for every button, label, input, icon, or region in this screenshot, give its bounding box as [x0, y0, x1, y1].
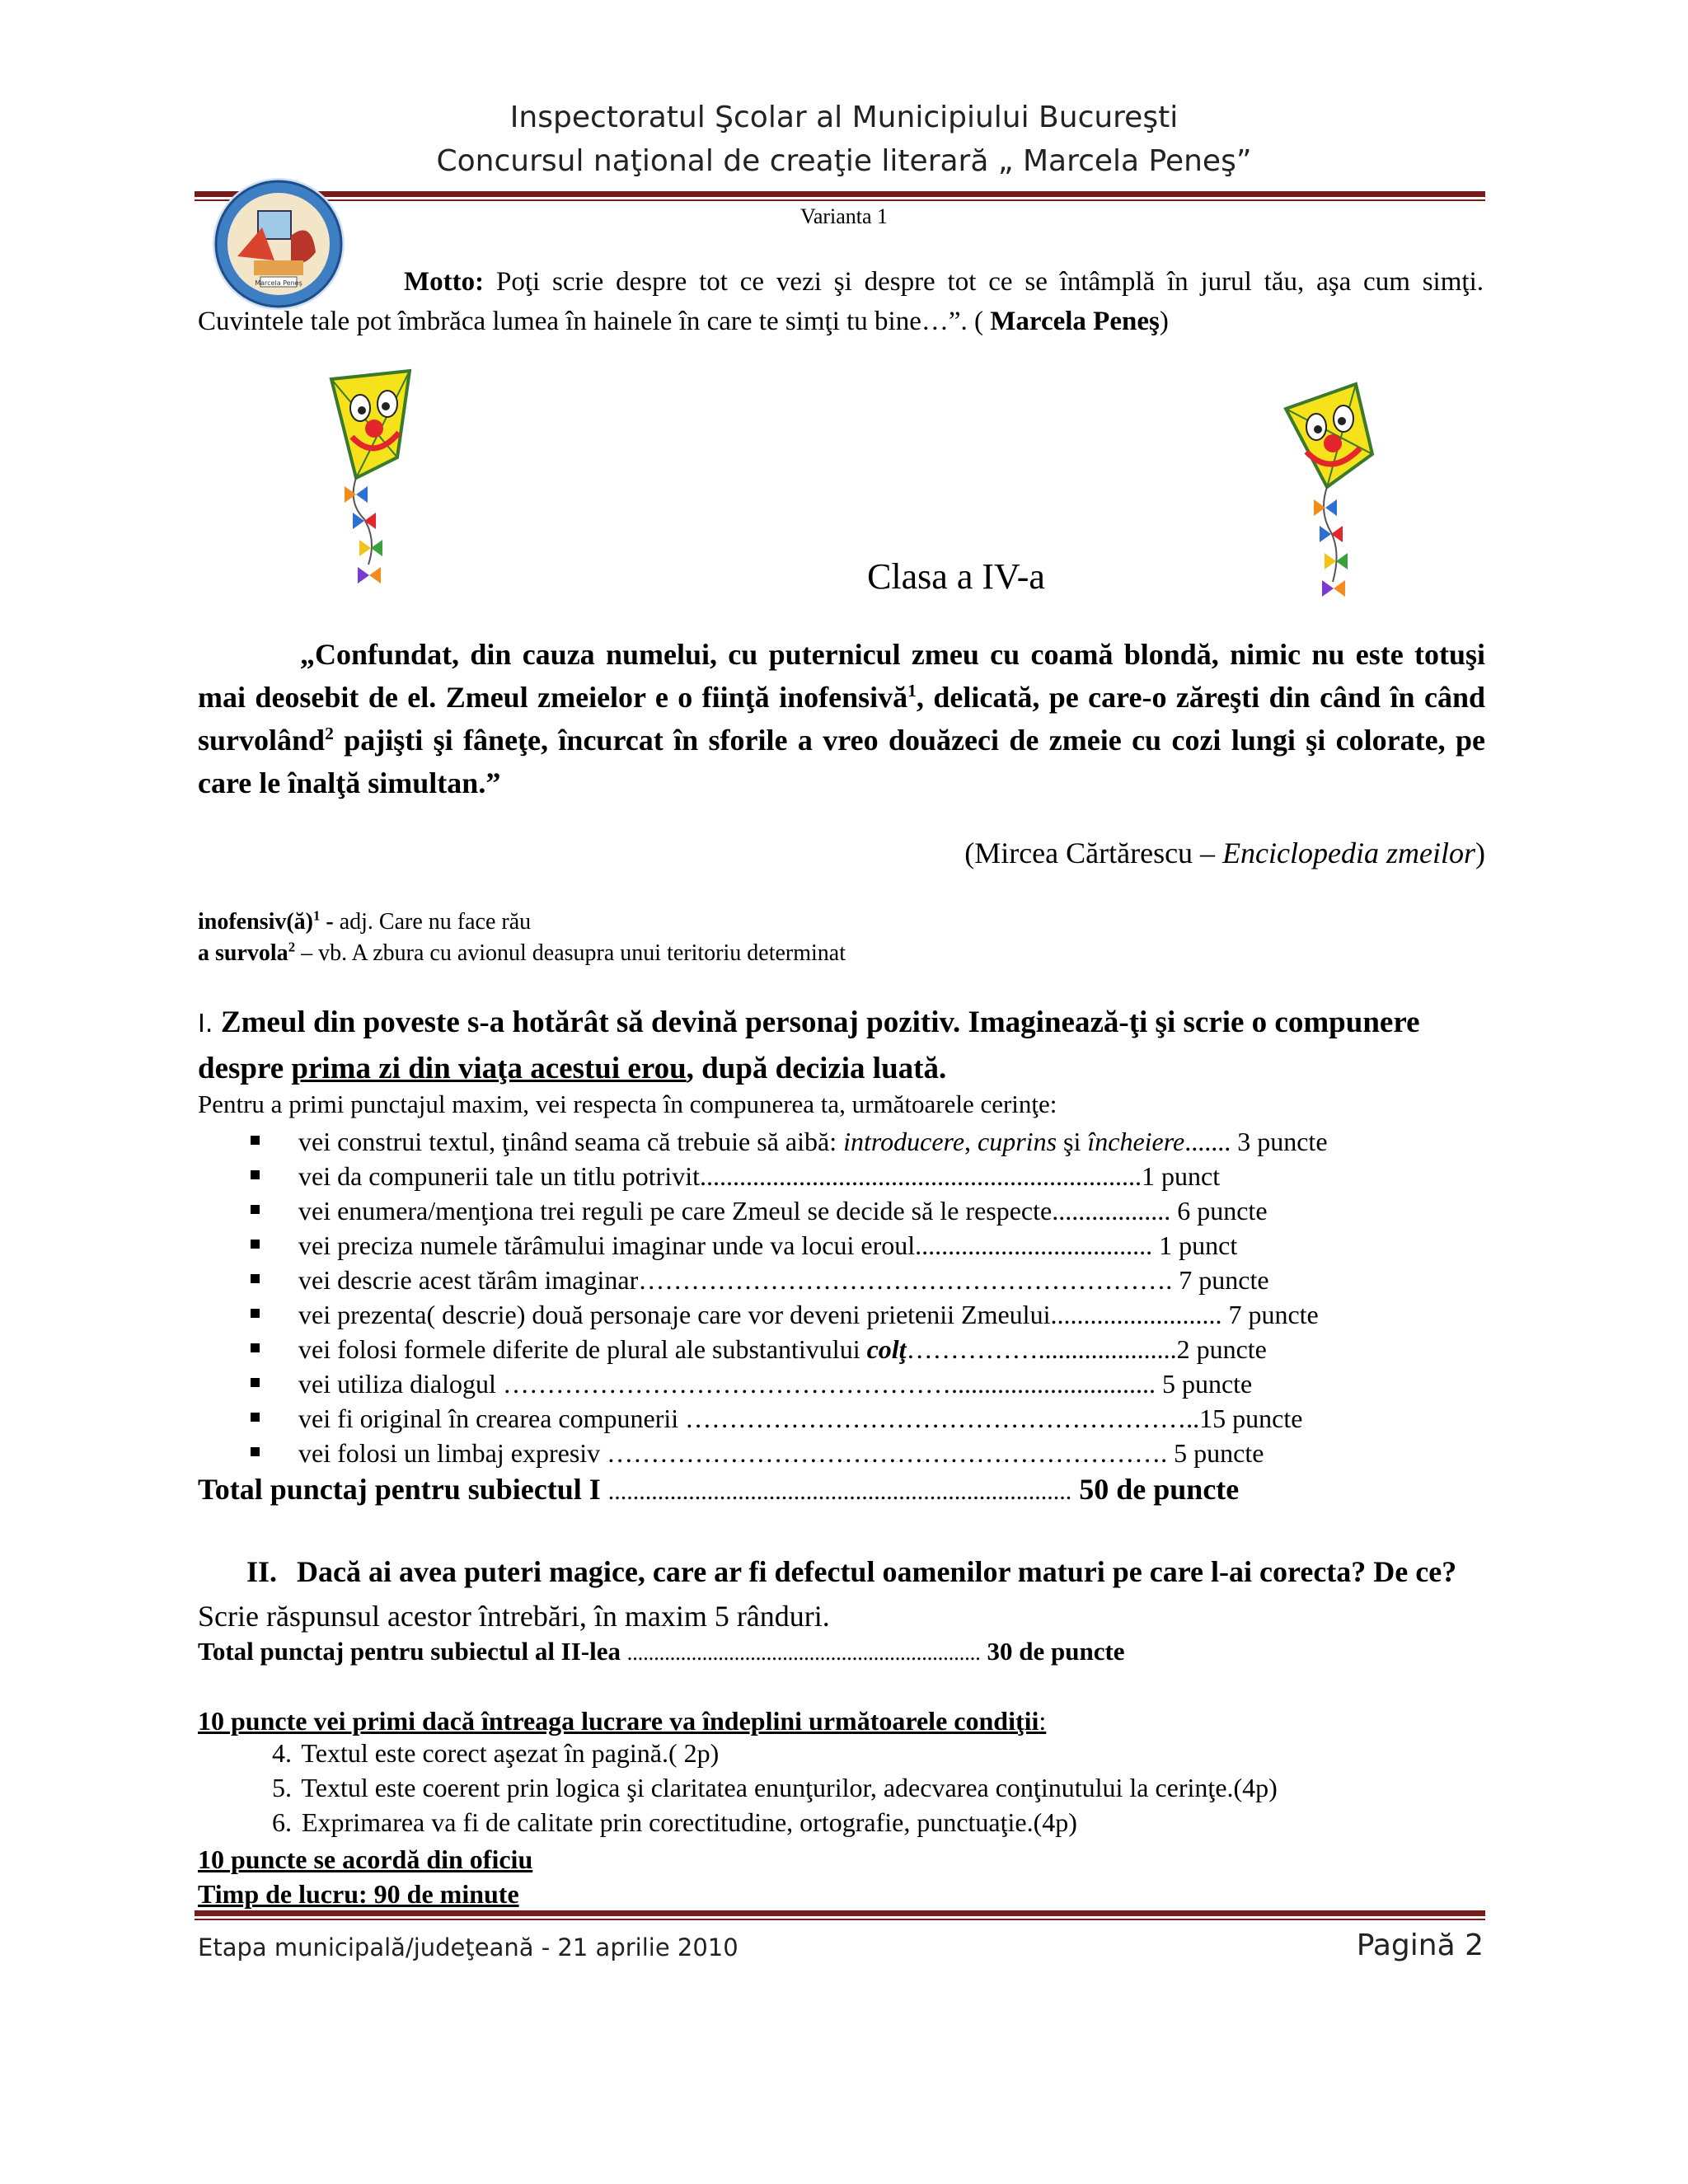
total-dots: ..................................................................: [626, 1641, 981, 1665]
motto-author: Marcela Peneş: [990, 307, 1160, 336]
list-item: [198, 1401, 1484, 1436]
subject-1-text-b: , după decizia luată.: [686, 1052, 947, 1085]
subject-1-total: [198, 1472, 1480, 1507]
glossary-term: a survola: [198, 940, 288, 966]
subject-1-text-a: Zmeul din poveste s-a hotărât să devină personaj pozitiv. Imaginează-ţi şi scrie o compunere despre: [198, 1005, 1420, 1085]
subject-1-number: I.: [198, 1010, 221, 1038]
total-value: 50 de puncte: [1071, 1473, 1240, 1506]
subject-2-total: [198, 1637, 1125, 1666]
total-value: 30 de puncte: [980, 1637, 1125, 1666]
list-item: [198, 1332, 1484, 1366]
requirement-italic: cuprins: [978, 1127, 1057, 1156]
quote-part-2: , delicată, pe care-o zăreşti din când în când survolând: [198, 681, 1486, 757]
motto-close: ): [1159, 307, 1169, 336]
class-title: Clasa a IV-a: [867, 556, 1045, 597]
requirement-text: vei preciza numele tărâmului imaginar unde va locui eroul.................................... 1 punct: [298, 1230, 1238, 1260]
page-number: Pagină 2: [1356, 1929, 1484, 1962]
motto-text: Poţi scrie despre tot ce vezi şi despre tot ce se întâmplă în jurul tău, aşa cum simţi. Cuvintele tale pot îmbrăca lumea în hainele în care te simţi tu bine…”. (: [198, 267, 1484, 336]
list-item: [198, 1228, 1484, 1263]
source-close: ): [1475, 837, 1485, 869]
conditions-list: [198, 1736, 1278, 1840]
requirements-list: [198, 1124, 1484, 1470]
subject-2-instruction: Scrie răspunsul acestor întrebări, în maxim 5 rânduri.: [198, 1600, 830, 1633]
requirement-sep: şi: [1057, 1127, 1088, 1156]
glossary-definition: adj. Care nu face rău: [339, 909, 532, 935]
requirements-intro: Pentru a primi punctajul maxim, vei respecta în compunerea ta, următoarele cerinţe:: [198, 1090, 1057, 1118]
requirement-points: …………….....................2 puncte: [906, 1334, 1267, 1364]
requirement-word: colţ: [866, 1334, 907, 1364]
conditions-title-text: 10 puncte vei primi dacă întreaga lucrare va îndeplini următoarele condiţii: [198, 1706, 1039, 1736]
requirement-italic: încheiere: [1087, 1127, 1185, 1156]
condition-number: 5.: [272, 1773, 292, 1802]
list-item: [198, 1124, 1484, 1159]
condition-text: Textul este corect aşezat în pagină.( 2p): [301, 1738, 720, 1768]
conditions-title: [198, 1706, 1046, 1736]
subject-2-question: Dacă ai avea puteri magice, care ar fi defectul oamenilor maturi pe care l-ai corecta? De ce?: [297, 1555, 1457, 1588]
list-item: [198, 1736, 1278, 1770]
requirement-italic: introducere: [843, 1127, 965, 1156]
total-dots: ...........................................................................: [607, 1478, 1072, 1505]
list-item: [198, 1436, 1484, 1470]
glossary-term: inofensiv(ă): [198, 909, 313, 935]
subject-1-task: [198, 1001, 1484, 1091]
total-label: Total punctaj pentru subiectul I: [198, 1473, 608, 1506]
requirement-text: vei folosi un limbaj expresiv ………………………………………………………. 5 puncte: [298, 1438, 1264, 1468]
glossary-entry: [198, 938, 1434, 969]
total-label: Total punctaj pentru subiectul al II-lea: [198, 1637, 627, 1666]
glossary: [198, 907, 1434, 969]
quote-source: [964, 836, 1485, 870]
motto: [198, 262, 1484, 341]
glossary-definition: vb. A zbura cu avionul deasupra unui teritoriu determinat: [318, 940, 846, 966]
work-time: Timp de lucru: 90 de minute: [198, 1879, 519, 1909]
footer-rule: [195, 1910, 1485, 1920]
requirement-text: vei enumera/menţiona trei reguli pe care Zmeul se decide să le respecte.................. 6 puncte: [298, 1196, 1268, 1226]
list-item: [198, 1366, 1484, 1401]
condition-number: 6.: [272, 1807, 292, 1837]
source-work: Enciclopedia zmeilor: [1222, 837, 1475, 869]
literary-quote: [198, 633, 1485, 804]
glossary-entry: [198, 907, 1434, 938]
footnote-ref-1: 1: [907, 681, 917, 701]
requirement-text: vei descrie acest tărâm imaginar……………………………………………………. 7 puncte: [298, 1265, 1269, 1295]
requirement-text: vei utiliza dialogul ……………………………………………............................... 5 puncte: [298, 1369, 1253, 1399]
subject-1-underlined: prima zi din viaţa acestui erou: [291, 1052, 687, 1085]
requirement-text: vei da compunerii tale un titlu potrivit...................................................................1 punct: [298, 1161, 1221, 1191]
quote-part-1: „Confundat, din cauza numelui, cu puternicul zmeu cu coamă blondă, nimic nu este totuşi mai deosebit de el. Zmeul zmeielor e o fiinţă inofensivă: [198, 638, 1485, 714]
subject-2-number: II.: [246, 1555, 277, 1588]
condition-number: 4.: [272, 1738, 292, 1768]
motto-label: Motto:: [404, 267, 485, 297]
requirement-text: vei fi original în crearea compunerii …………………………………………………..15 puncte: [298, 1404, 1303, 1433]
glossary-sep: –: [295, 940, 319, 966]
header-rule: [195, 191, 1485, 201]
list-item: [198, 1159, 1484, 1193]
list-item: [198, 1297, 1484, 1332]
header-title-2: Concursul naţional de creaţie literară „ Marcela Peneş”: [436, 144, 1252, 178]
requirement-sep: ,: [964, 1127, 978, 1156]
logo-caption: Marcela Peneş: [255, 279, 302, 287]
list-item: [198, 1193, 1484, 1228]
condition-text: Textul este coerent prin logica şi claritatea enunţurilor, adecvarea conţinutului la cerinţe.(4p): [301, 1773, 1278, 1802]
glossary-sep: -: [320, 909, 340, 935]
glossary-sup: 1: [313, 907, 321, 924]
variant-label: Varianta 1: [799, 204, 889, 228]
requirement-text: vei construi textul, ţinând seama că trebuie să aibă:: [298, 1127, 844, 1156]
quote-part-3: pajişti şi fâneţe, încurcat în sforile a vreo douăzeci de zmeie cu cozi lungi şi colorate, pe care le înalţă simultan.”: [198, 724, 1485, 799]
default-points: 10 puncte se acordă din oficiu: [198, 1844, 533, 1874]
list-item: [198, 1805, 1278, 1840]
footnote-ref-2: 2: [325, 724, 334, 743]
requirement-text: vei folosi formele diferite de plural ale substantivului: [298, 1334, 867, 1364]
subject-2-task: [198, 1549, 1484, 1638]
requirement-points: ....... 3 puncte: [1184, 1127, 1328, 1156]
header-title-1: Inspectoratul Şcolar al Municipiului Bucureşti: [509, 101, 1179, 134]
glossary-sup: 2: [288, 939, 296, 955]
list-item: [198, 1770, 1278, 1805]
condition-text: Exprimarea va fi de calitate prin corectitudine, ortografie, punctuaţie.(4p): [302, 1807, 1077, 1837]
conditions-colon: :: [1039, 1706, 1047, 1736]
footer-stage: Etapa municipală/judeţeană - 21 aprilie 2010: [198, 1933, 738, 1961]
source-author: (Mircea Cărtărescu –: [964, 837, 1223, 869]
requirement-text: vei prezenta( descrie) două personaje care vor deveni prietenii Zmeului.......................... 7 puncte: [298, 1300, 1319, 1329]
list-item: [198, 1263, 1484, 1297]
